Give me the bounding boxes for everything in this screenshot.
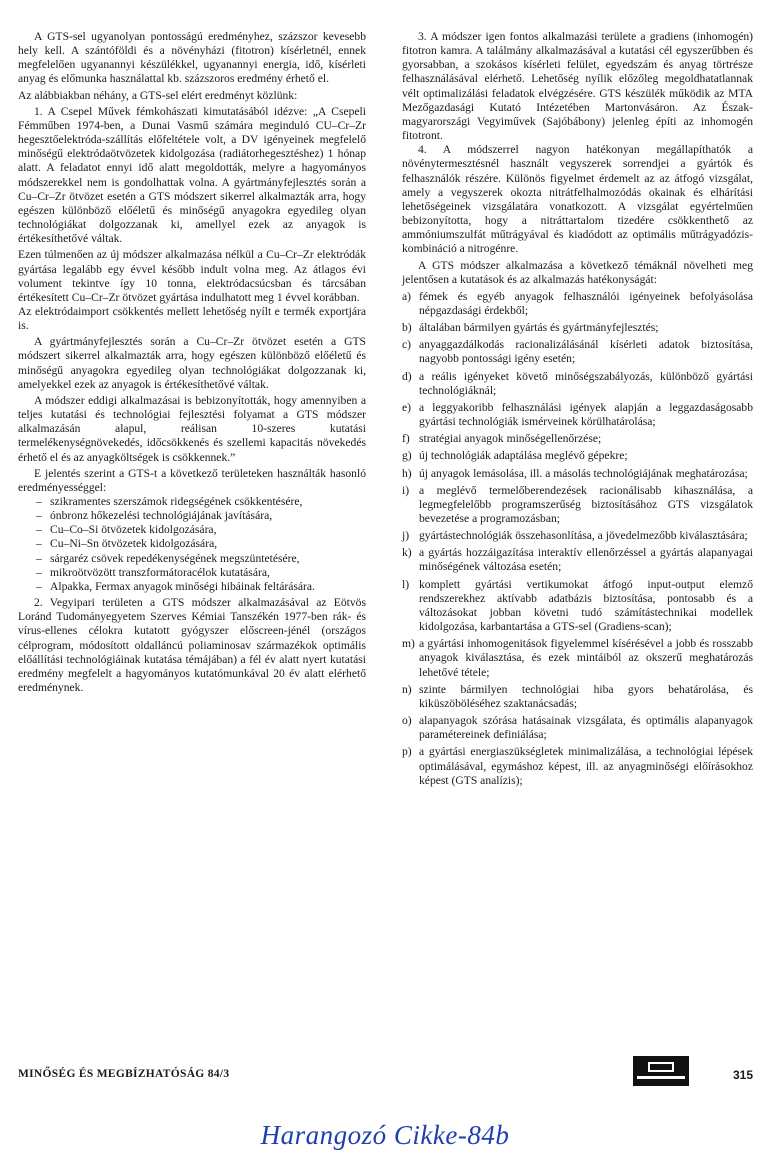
list-item-text: új anyagok lemásolása, ill. a másolás technológiájának meghatározása; — [419, 466, 748, 480]
list-item-label: c) — [402, 338, 412, 352]
list-item — [402, 745, 753, 787]
list-item-text: komplett gyártási vertikumokat átfogó input-output elemző rendszerekhez aktívabb adatbázis biztosítása, pontosabb és a változásokat jobban követni tudó számítástechnikai modellek kidolgozása, karbantartása a GTS-sel (Gradiens-scan); — [419, 577, 753, 634]
paragraph: 2. Vegyipari területen a GTS módszer alkalmazásával az Eötvös Loránd Tudományegyetem Szerves Kémiai Tanszékén 1977-ben rák- és vírus-ellenes célokra kutatott gyógyszer előscreen-jénél (országos célprogram, módosított oldalláncú poliaminosav származékok optimális előállítási technológiáinak kutatása témájában) a fél év alatt nyert kutatási eredmény megfelelt a hagyományos kutatómunkával 20 év alatt elérhető eredménynek. — [18, 596, 366, 695]
list-item-label: j) — [402, 529, 410, 543]
paragraph: A gyártmányfejlesztés során a Cu–Cr–Zr ötvözet esetén a GTS módszert sikerrel alkalmazták arra, hogy egészen különböző előéletű és minőségű anyagokra egyedileg olyan technológiákat dolgozzanak ki, amelyekkel ezek az anyagok is értékesíthetővé váltak. — [18, 335, 366, 391]
list-item — [402, 321, 753, 335]
list-item-label: h) — [402, 466, 412, 480]
list-item-text: gyártástechnológiák összehasonlítása, a jövedelmezőbb kiválasztására; — [419, 529, 748, 543]
list-item: – Cu–Co–Si ötvözetek kidolgozására, — [36, 523, 366, 537]
list-item — [402, 338, 753, 366]
list-item-text: szinte bármilyen technológiai hiba gyors behatárolása, és kiküszöböléséhez szaktanácsadás; — [419, 682, 753, 710]
paragraph: 4. A módszerrel nagyon hatékonyan megállapíthatók a növénytermesztésnél használt vegyszerek sorrendjei a gyártók és felhasználók részére. Különös figyelmet érdemelt az az átfogó vizsgálat, amely a vegyszerek okozta nitrátfelhalmozódás okainak és elhárítási lehetőségeinek vizsgálatára vonatkozott. A vizsgálat egyértelműen bebizonyította, hogy a nitráttartalom tizedére csökkenthető az ammóniumszulfát műtrágyával és kiadódott az optimális műtrágyadózis-kombináció a nitrogénre. — [402, 143, 753, 256]
list-item-text: új technológiák adaptálása meglévő gépekre; — [419, 449, 628, 463]
list-item-label: n) — [402, 682, 412, 696]
paragraph: A GTS módszer alkalmazása a következő témáknál növelheti meg jelentősen a kutatások és az alkalmazás hatékonyságát: — [402, 258, 753, 286]
topic-list — [402, 290, 753, 788]
list-item — [402, 449, 753, 463]
list-item — [402, 484, 753, 526]
list-item — [402, 401, 753, 429]
list-item: – ónbronz hőkezelési technológiájának javítására, — [36, 509, 366, 523]
list-item — [402, 467, 753, 481]
list-item — [402, 529, 753, 543]
list-item-label: f) — [402, 432, 410, 446]
list-item-text: stratégiai anyagok minőségellenőrzése; — [419, 432, 602, 446]
list-item — [402, 683, 753, 711]
list-item-text: a leggyakoribb felhasználási igények alapján a leggazdaságosabb gyártási technológiák ismérveinek körülhatárolása; — [419, 400, 753, 429]
right-column — [402, 30, 753, 791]
paragraph: Ezen túlmenően az új módszer alkalmazása nélkül a Cu–Cr–Zr elektródák gyártása legalább egy évvel később indult volna meg. Az átlagos évi volument tekintve így 10 tonna, elektródacsúcsban és tárcsában értékesített Cu–Cr–Zr ötvözet gyártása indulhatott meg 1 évvel korábban. — [18, 248, 366, 304]
page-footer — [18, 1062, 753, 1084]
paragraph: A GTS-sel ugyanolyan pontosságú eredményhez, százszor kevesebb hely kell. A szántóföldi és a növényházi (fitotron) kísérletnél, ennek megfelelően ugyanannyi készülékkel, ugyanannyi energia, idő, kísérleti anyag és előmunka használattal kb. százszoros eredmény érhető el. — [18, 30, 366, 86]
paragraph: Az elektródaimport csökkentés mellett lehetőség nyílt e termék exportjára is. — [18, 304, 366, 333]
paragraph: 1. A Csepel Művek fémkohászati kimutatásából idézve: „A Csepeli Fémműben 1974-ben, a Dunai Vasmű számára meginduló CU–Cr–Zr hegesztőelektróda-szállítás előfeltétele volt, a DV igényeinek megfelelő minőségű elektródaötvözetek kidolgozása (radiátorhegesztéshez) 1 hónap alatt. A feladatot ennyi idő alatt megoldották, melyre a hagyományos módszerekkel nem is gondolhattak volna. A gyártmányfejlesztés során a Cu–Cr–Zr ötvözet esetén a GTS módszert sikerrel alkalmazták arra, hogy egészen különböző előéletű és minőségű anyagokra egyedileg olyan technológiákat dolgozzanak ki, amellyel ezek az anyagok is értékesíthetővé váltak. — [18, 104, 366, 246]
list-item-text: általában bármilyen gyártás és gyártmányfejlesztés; — [419, 321, 659, 335]
paragraph: 3. A módszer igen fontos alkalmazási területe a gradiens (inhomogén) fitotron kamra. A találmány alkalmazásával a kutatási cél egyszerűbben és gyorsabban, a szokásos kísérleti felület, egyedszám és anyag törtrésze felhasználásával elérhető. Lehetőség nyílik előzőleg megoldhatatlannak vélt optimalizálási feladatok elvégzésére. GTS készülék működik az MTA Mezőgazdasági Kutató Intézetében Martonvásáron. Az Észak-magyarországi Vegyiművek (Sajóbábony) jelenleg építi az inhomogén fitotront. — [402, 30, 753, 143]
paragraph: E jelentés szerint a GTS-t a következő területeken használták hasonló eredményességgel: — [18, 466, 366, 494]
list-item-label: e) — [402, 400, 412, 414]
list-item — [402, 546, 753, 574]
list-item-text: fémek és egyéb anyagok felhasználói igényeinek befolyásolása népgazdasági érdekből; — [419, 289, 753, 317]
list-item: – mikroötvözött transzformátoracélok kutatására, — [36, 566, 366, 580]
list-item-label: l) — [402, 577, 410, 591]
journal-logo-icon — [633, 1056, 689, 1086]
paragraph: Az alábbiakban néhány, a GTS-sel elért eredményt közlünk: — [18, 88, 298, 102]
list-item-text: a reális igényeket követő minőségszabályozás, különböző gyártási technológiáknál; — [419, 369, 753, 397]
list-item-text: alapanyagok szórása hatásainak vizsgálata, és optimális alapanyagok paramétereinek definiálása; — [419, 714, 753, 742]
list-item — [402, 290, 753, 318]
page-number: 315 — [732, 1068, 753, 1082]
list-item-label: o) — [402, 714, 412, 728]
list-item-text: a gyártási inhomogenitások figyelemmel kísérésével a jobb és rosszabb anyagok kiválasztása, és ezek mintáiból az okszerű meghatározás lehetővé tétele; — [419, 637, 753, 679]
list-item-label: m) — [402, 637, 415, 651]
list-item-label: p) — [402, 745, 412, 759]
list-item-label: d) — [402, 369, 412, 383]
list-item — [402, 714, 753, 742]
list-item-label: b) — [402, 321, 412, 335]
list-item-label: a) — [402, 289, 412, 303]
list-item: – szikramentes szerszámok ridegségének csökkentésére, — [36, 495, 366, 509]
list-item: – sárgaréz csövek repedékenységének megszüntetésére, — [36, 552, 366, 566]
list-item-label: i) — [402, 483, 410, 497]
list-item — [402, 578, 753, 635]
list-item-label: k) — [402, 546, 412, 560]
handwritten-caption: Harangozó Cikke-84b — [260, 1120, 510, 1150]
list-item: – Cu–Ni–Sn ötvözetek kidolgozására, — [36, 537, 366, 551]
list-item: – Alpakka, Fermax anyagok minőségi hibáinak feltárására. — [36, 580, 366, 594]
application-area-list — [18, 495, 366, 594]
list-item-text: anyaggazdálkodás racionalizálásánál kísérleti adatok biztosítása, nagyobb pontossági igény esetén; — [419, 338, 753, 366]
list-item-text: a meglévő termelőberendezések racionálisabb kihasználása, a legmegfelelőbb programszerűség biztosításához GTS vizsgálatok bevezetése a programozásban; — [419, 483, 753, 525]
journal-title: MINŐSÉG ÉS MEGBÍZHATÓSÁG 84/3 — [18, 1068, 230, 1080]
list-item-text: a gyártás hozzáigazítása interaktív ellenőrzéssel a gyártás alapanyagai minőségének változása esetén; — [419, 546, 753, 574]
list-item — [402, 432, 753, 446]
list-item-label: g) — [402, 449, 412, 463]
list-item-text: a gyártási energiaszükségletek minimalizálása, a technológiai lépések optimálásával, egymáshoz képest, ill. az anyagminőségi előírásokhoz képest (GTS analízis); — [419, 745, 753, 787]
list-item — [402, 637, 753, 679]
left-column — [18, 30, 366, 695]
list-item — [402, 370, 753, 398]
paragraph: A módszer eddigi alkalmazásai is bebizonyították, hogy amennyiben a teljes kutatási és technológiai fejlesztési folyamat a GTS módszer alkalmazásán alapul, reálisan 10-szeres kutatási termelékenységnövekedés, időcsökkenés és szellemi kapacitás növekedés érhető el és az anyagköltségek is csökkennek.” — [18, 393, 366, 464]
